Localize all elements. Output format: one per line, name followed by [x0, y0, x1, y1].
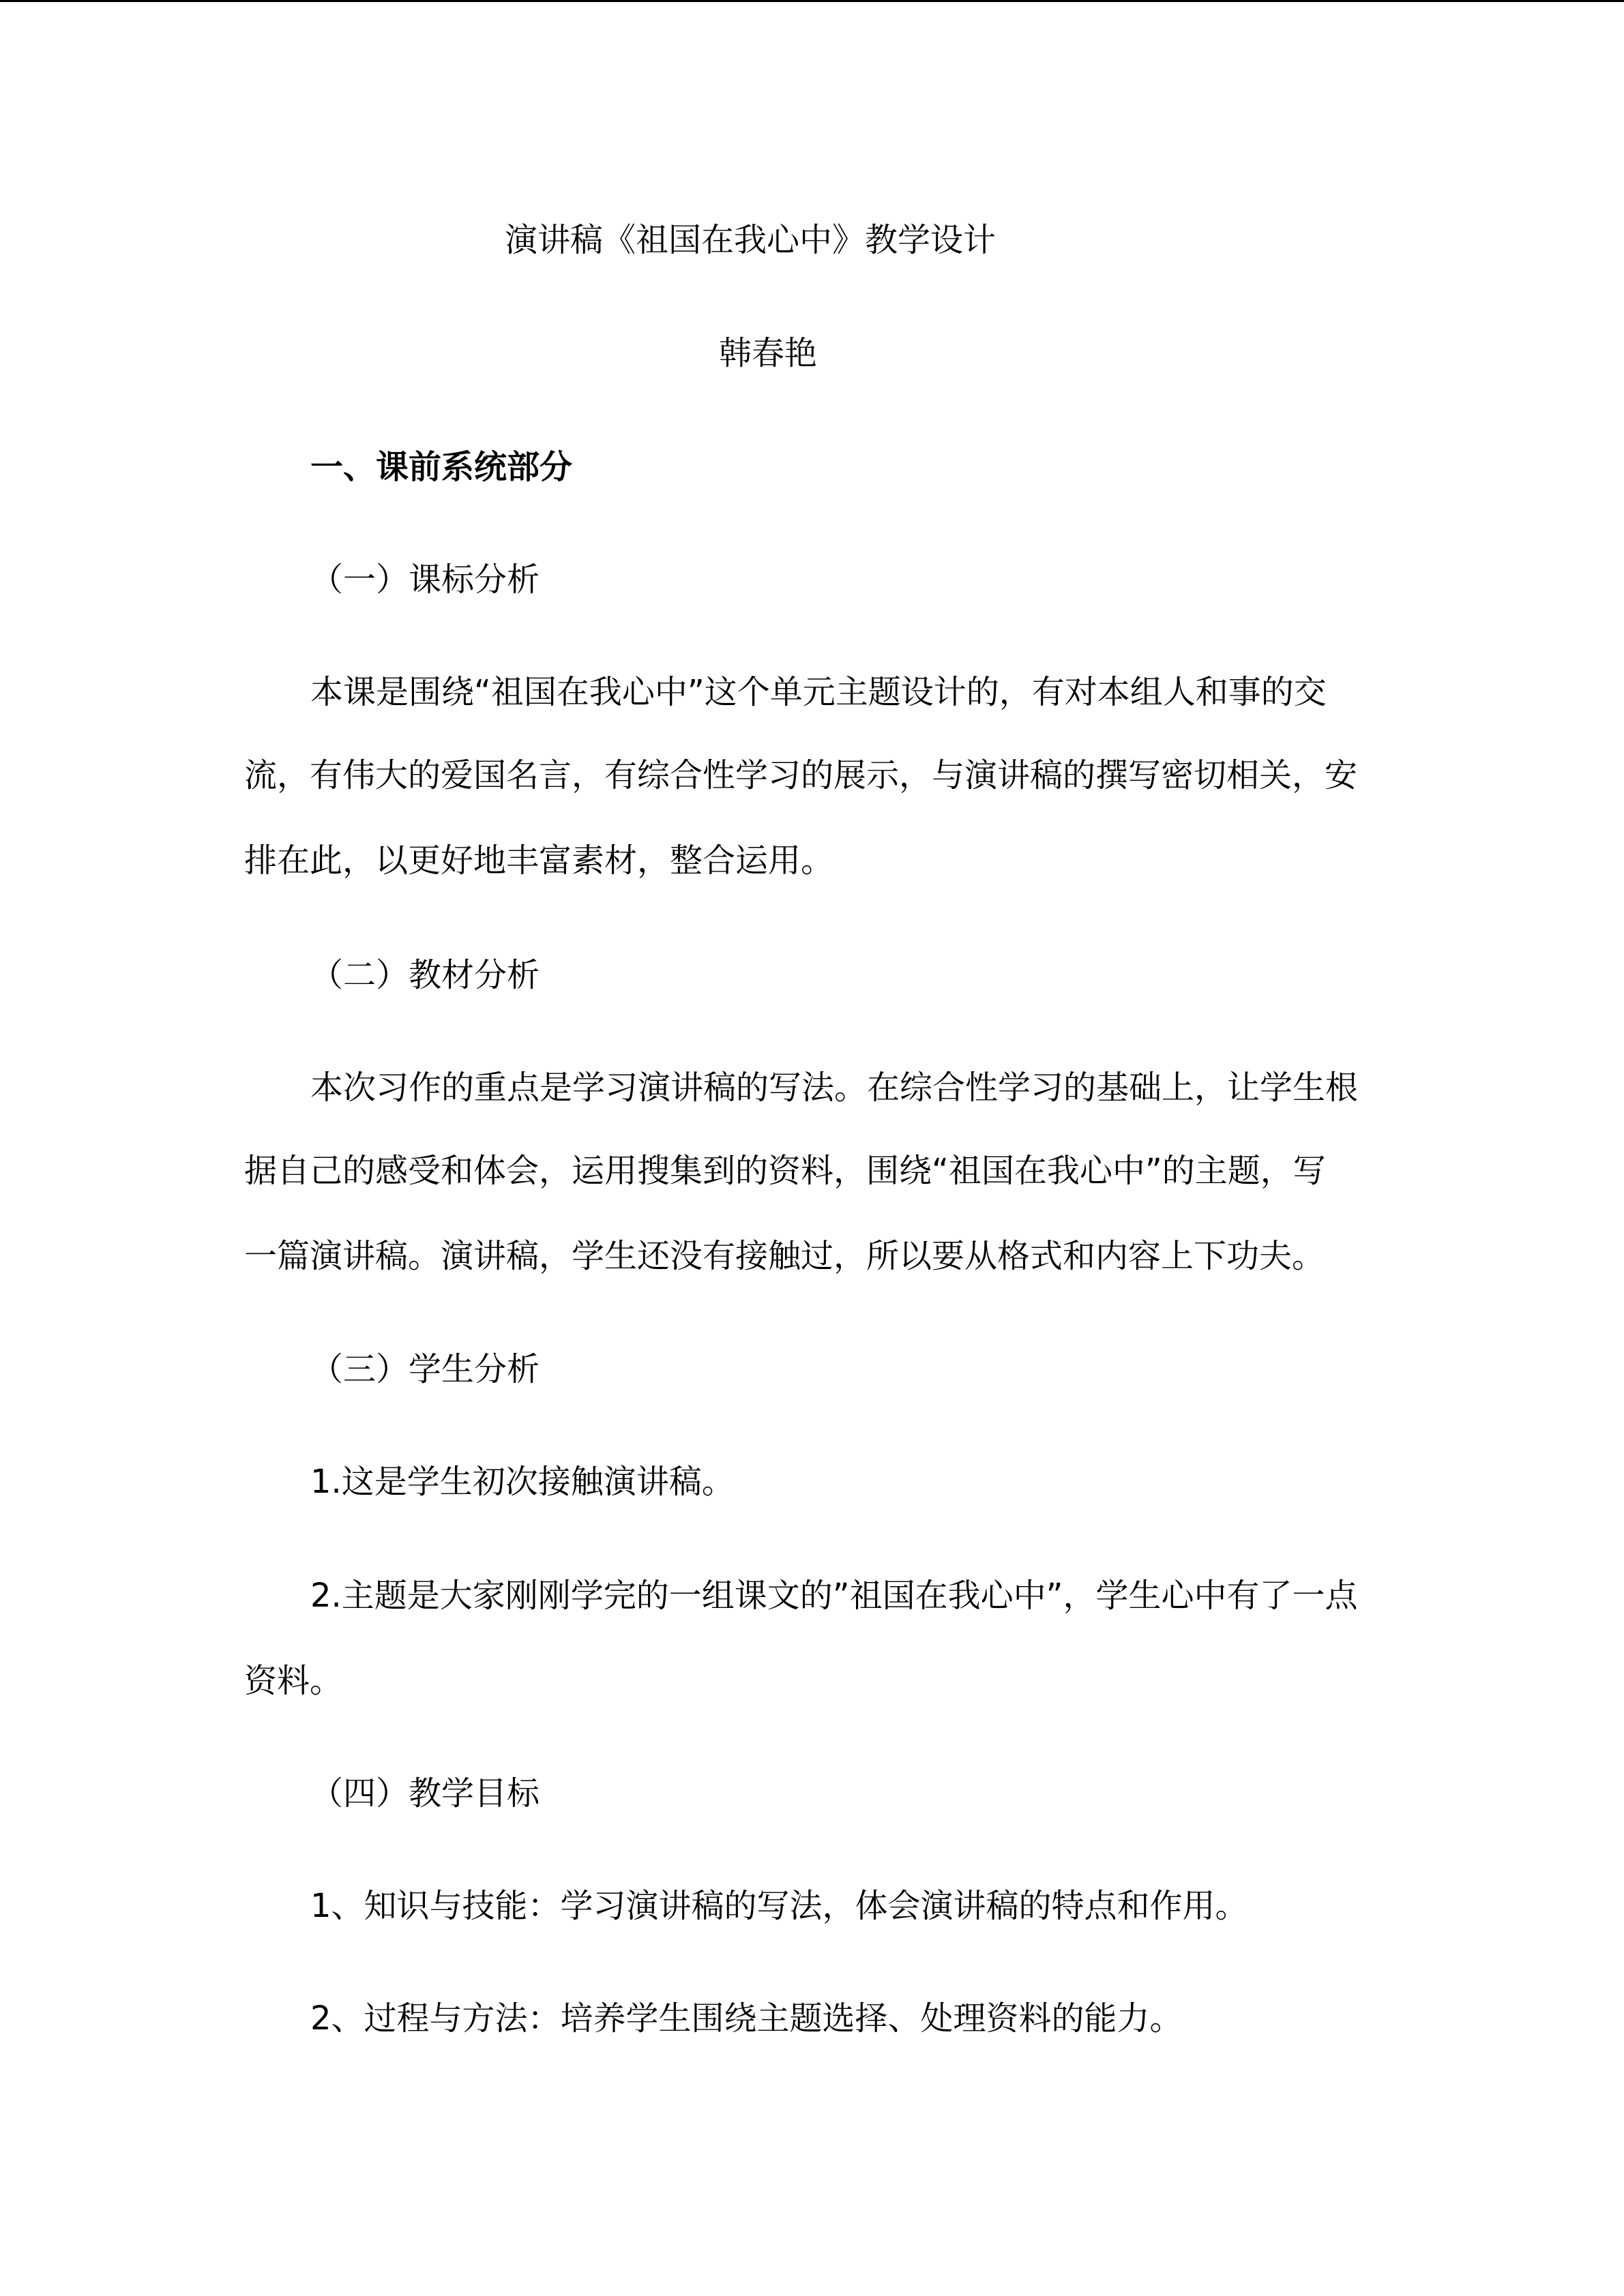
list-item: 2、过程与方法：培养学生围绕主题选择、处理资料的能力。	[310, 1999, 1183, 2038]
paragraph-line: 本次习作的重点是学习演讲稿的写法。在综合性学习的基础上，让学生根	[310, 1069, 1359, 1107]
subsection-heading-objectives: （四）教学目标	[310, 1774, 540, 1813]
section-heading: 一、课前系统部分	[310, 448, 573, 486]
paragraph-line: 一篇演讲稿。演讲稿，学生还没有接触过，所以要从格式和内容上下功夫。	[244, 1237, 1325, 1275]
paragraph-line: 据自己的感受和体会，运用搜集到的资料，围绕“祖国在我心中”的主题，写	[244, 1152, 1326, 1190]
document-author: 韩春艳	[719, 334, 818, 372]
subsection-heading-standards: （一）课标分析	[310, 561, 540, 599]
subsection-heading-students: （三）学生分析	[310, 1350, 540, 1388]
list-item: 1、知识与技能：学习演讲稿的写法，体会演讲稿的特点和作用。	[310, 1887, 1248, 1925]
list-item-continuation: 资料。	[244, 1662, 343, 1700]
document-title: 演讲稿《祖国在我心中》教学设计	[505, 221, 996, 259]
paragraph-line: 流，有伟大的爱国名言，有综合性学习的展示，与演讲稿的撰写密切相关，安	[244, 756, 1358, 794]
list-item: 1.这是学生初次接触演讲稿。	[310, 1463, 735, 1501]
subsection-heading-textbook: （二）教材分析	[310, 956, 540, 994]
list-item: 2.主题是大家刚刚学完的一组课文的”祖国在我心中”，学生心中有了一点	[310, 1577, 1358, 1615]
paragraph-line: 排在此，以更好地丰富素材，整合运用。	[244, 841, 834, 880]
paragraph-line: 本课是围绕“祖国在我心中”这个单元主题设计的，有对本组人和事的交	[310, 673, 1327, 711]
